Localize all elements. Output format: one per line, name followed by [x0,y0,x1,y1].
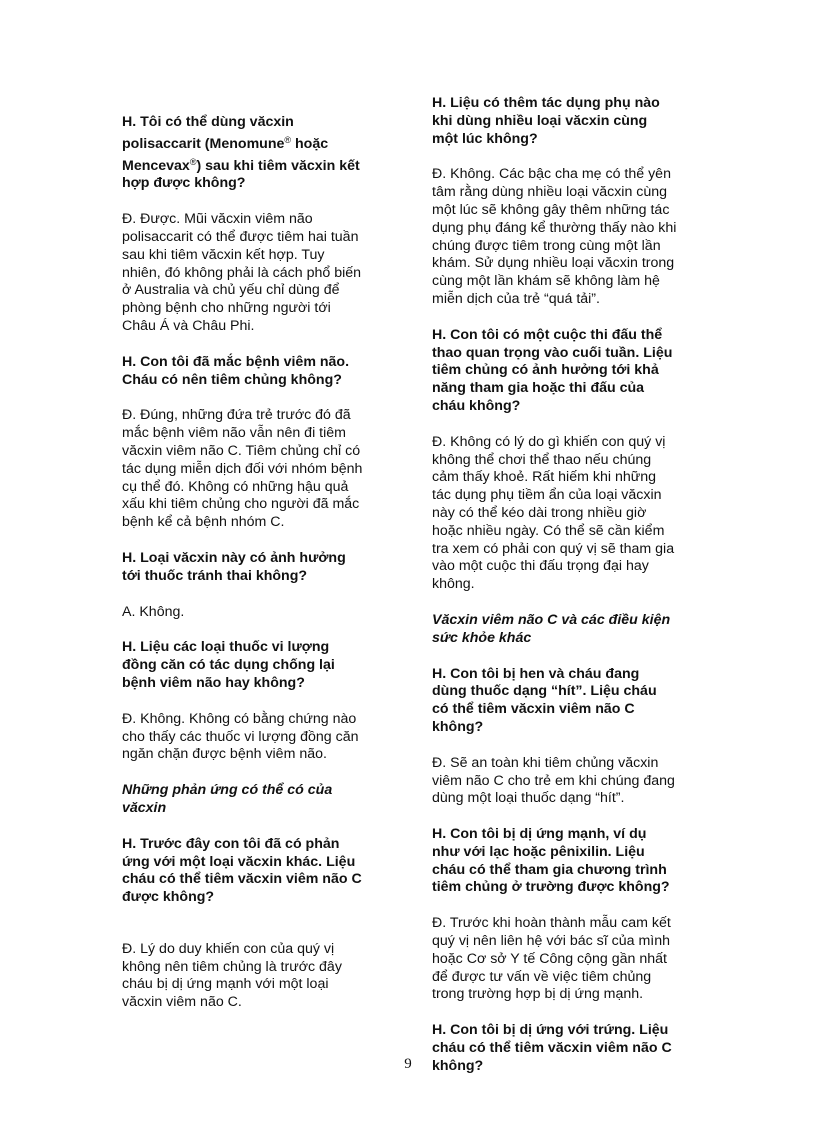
right-column [432,95,704,1094]
question-text: H. Tôi có thể dùng văcxin polisaccarit (Menomune [122,114,294,152]
answer-asthma: Đ. Sẽ an toàn khi tiêm chủng văcxin viêm não C cho trẻ em khi chúng đang dùng một loại thuốc dạng “hít”. [432,754,675,807]
question-asthma: H. Con tôi bị hen và cháu đang dùng thuốc dạng “hít”. Liệu cháu có thể tiêm văcxin viêm não C không? [432,665,657,735]
answer-contraceptive: A. Không. [122,603,185,620]
question-text: hoặc Mencevax [122,135,329,174]
registered-mark: ® [284,134,292,145]
answer-had-meningococcal: Đ. Đúng, những đứa trẻ trước đó đã mắc bệnh viêm não vẫn nên đi tiêm văcxin viêm não C. Tiêm chủng chỉ có tác dụng miễn dịch đối với nhóm bệnh cụ thể đó. Không có những hậu quả xấu khi tiêm chủng cho người đã mắc bệnh kể cả bệnh nhóm C. [122,407,363,531]
answer-severe-allergy: Đ. Trước khi hoàn thành mẫu cam kết quý vị nên liên hệ với bác sĩ của mình hoặc Cơ sở Y tế Công cộng gần nhất để được tư vấn về việc tiêm chủng trong trường hợp bị dị ứng mạnh. [432,915,671,1003]
section-heading-reactions: Những phản ứng có thể có của văcxin [122,782,333,816]
page-number: 9 [404,1056,412,1072]
answer-polysaccharide-vaccine: Đ. Được. Mũi văcxin viêm não polisaccarit có thể được tiêm hai tuần sau khi tiêm văcxin kết hợp. Tuy nhiên, đó không phải là cách phổ biến ở Australia và chủ yếu chỉ dùng để phòng bệnh cho những người tới Châu Á và Châu Phi. [122,211,362,334]
answer-sports-competition: Đ. Không có lý do gì khiến con quý vị không thể chơi thể thao nếu chúng cảm thấy khoẻ. Rất hiếm khi những tác dụng phụ tiềm ẩn của loại văcxin này có thể kéo dài trong nhiều giờ hoặc nhiều ngày. Có thể sẽ cần kiểm tra xem có phải con quý vị sẽ tham gia vào một cuộc thi đấu trọng đại hay không. [432,433,675,593]
answer-homeopathic: Đ. Không. Không có bằng chứng nào cho thấy các thuốc vi lượng đồng căn ngăn chặn được bệnh viêm não. [122,710,359,763]
question-severe-allergy: H. Con tôi bị dị ứng mạnh, ví dụ như với lạc hoặc pênixilin. Liệu cháu có thể tham gia chương trình tiêm chủng ở trường được không? [432,826,670,896]
registered-mark: ® [189,156,197,167]
section-heading-conditions: Văcxin viêm não C và các điều kiện sức khỏe khác [432,611,671,646]
question-had-meningococcal: H. Con tôi đã mắc bệnh viêm não. Cháu có nên tiêm chủng không? [122,353,350,388]
left-column [122,114,394,1030]
question-contraceptive: H. Loại văcxin này có ảnh hưởng tới thuốc tránh thai không? [122,549,346,584]
question-text: ) sau khi tiêm văcxin kết hợp được không? [122,157,360,192]
answer-previous-reaction: Đ. Lý do duy khiến con của quý vị không nên tiêm chủng là trước đây cháu bị dị ứng mạnh với một loại văcxin viêm não C. [122,940,342,1011]
question-egg-allergy: H. Con tôi bị dị ứng với trứng. Liệu cháu có thể tiêm văcxin viêm não C không? [432,1022,672,1074]
question-previous-reaction: H. Trước đây con tôi đã có phản ứng với một loại văcxin khác. Liệu cháu có thể tiêm văcxin viêm não C được không? [122,835,362,906]
question-multiple-vaccines: H. Liệu có thêm tác dụng phụ nào khi dùng nhiều loại văcxin cùng một lúc không? [432,95,660,147]
answer-multiple-vaccines: Đ. Không. Các bậc cha mẹ có thể yên tâm rằng dùng nhiều loại văcxin cùng một lúc sẽ không gây thêm những tác dụng phụ đáng kể thường thấy nào khi chúng được tiêm trong cùng một lần khám. Sử dụng nhiều loại văcxin trong cùng một lần khám sẽ không làm hệ miễn dịch của trẻ “quá tải”. [432,166,677,307]
question-homeopathic: H. Liệu các loại thuốc vi lượng đồng căn có tác dụng chống lại bệnh viêm não hay không? [122,639,335,691]
question-polysaccharide-vaccine [122,114,394,193]
question-sports-competition: H. Con tôi có một cuộc thi đấu thể thao quan trọng vào cuối tuần. Liệu tiêm chủng có ảnh hưởng tới khả năng tham gia hoặc thi đấu của cháu không? [432,326,673,414]
